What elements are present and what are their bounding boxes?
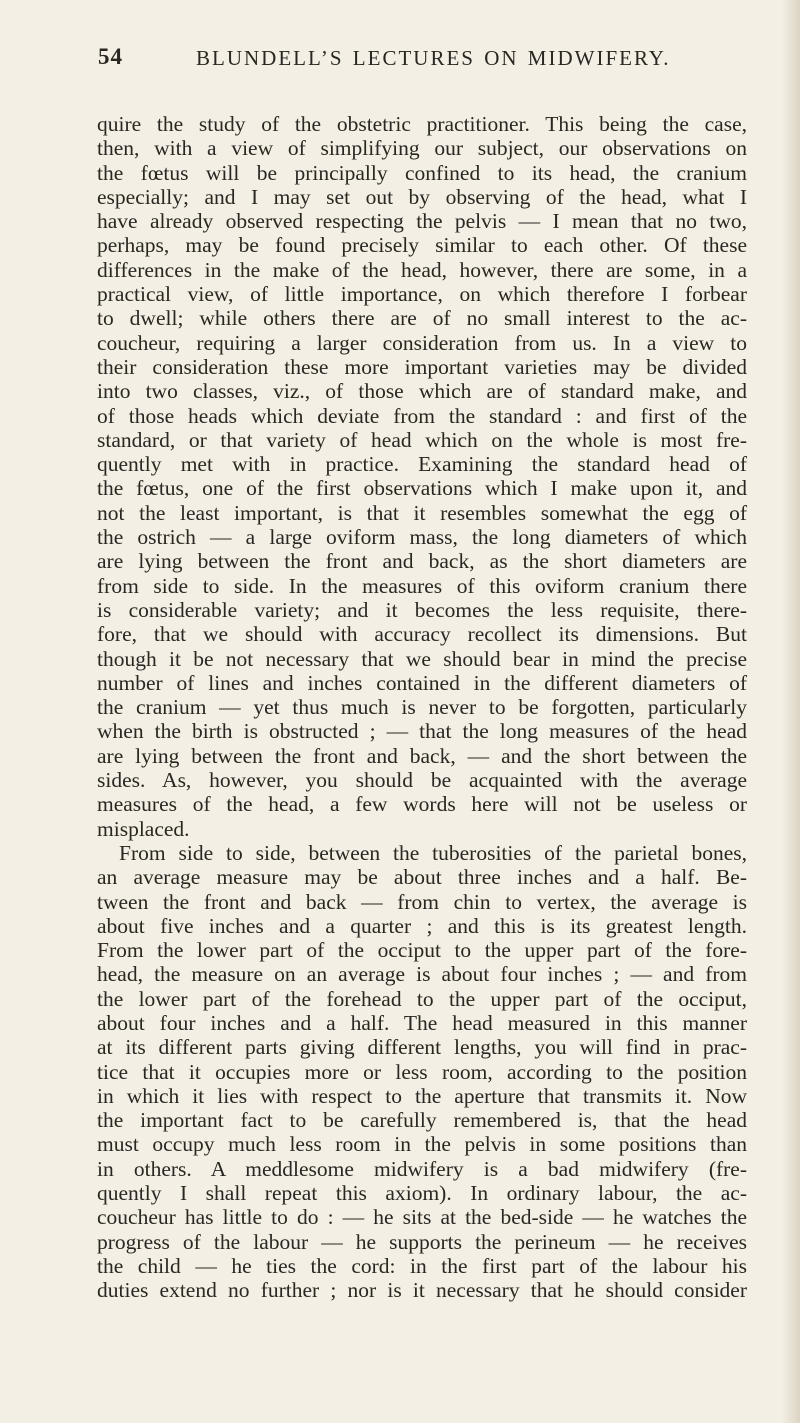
text-line: are lying between the front and back, as the short diameters are <box>97 549 747 574</box>
text-line: then, with a view of simplifying our subject, our observations on <box>97 136 747 161</box>
body-text <box>97 112 747 1303</box>
text-line: is considerable variety; and it becomes the less requisite, there- <box>97 597 747 622</box>
text-line: misplaced. <box>97 816 190 841</box>
page-header <box>98 40 718 74</box>
text-line: from side to side. In the measures of this oviform cranium there <box>97 573 747 598</box>
page-number: 54 <box>98 44 123 69</box>
text-line: to dwell; while others there are of no small interest to the ac- <box>97 306 747 331</box>
text-line: From side to side, between the tuberosities of the parietal bones, <box>119 840 747 865</box>
text-line: the child — he ties the cord: in the first part of the labour his <box>97 1253 747 1278</box>
text-line: From the lower part of the occiput to the upper part of the fore- <box>97 938 747 963</box>
text-line: in which it lies with respect to the aperture that transmits it. Now <box>97 1083 747 1108</box>
text-line: sides. As, however, you should be acquainted with the average <box>97 768 747 793</box>
text-line: tice that it occupies more or less room, according to the position <box>97 1059 747 1084</box>
text-line: of those heads which deviate from the standard : and first of the <box>97 403 747 428</box>
text-line: about four inches and a half. The head measured in this manner <box>97 1010 747 1035</box>
text-line: the fœtus, one of the first observations which I make upon it, and <box>97 476 747 501</box>
text-line: about five inches and a quarter ; and this is its greatest length. <box>97 913 747 938</box>
text-line: have already observed respecting the pelvis — I mean that no two, <box>97 209 747 234</box>
text-line: perhaps, may be found precisely similar to each other. Of these <box>97 233 747 258</box>
text-line: must occupy much less room in the pelvis in some positions than <box>97 1132 747 1157</box>
text-line: measures of the head, a few words here will not be useless or <box>97 792 747 817</box>
text-line: the lower part of the forehead to the upper part of the occiput, <box>97 986 747 1011</box>
text-line: differences in the make of the head, however, there are some, in a <box>97 257 747 282</box>
text-line: into two classes, viz., of those which are of standard make, and <box>97 379 747 404</box>
text-line: quently met with in practice. Examining the standard head of <box>97 452 747 477</box>
text-line: the cranium — yet thus much is never to be forgotten, particularly <box>97 695 747 720</box>
running-head: BLUNDELL’S LECTURES ON MIDWIFERY. <box>196 46 671 70</box>
text-line: duties extend no further ; nor is it necessary that he should consider <box>97 1278 747 1303</box>
text-line: in others. A meddlesome midwifery is a bad midwifery (fre- <box>97 1156 747 1181</box>
text-line: the important fact to be carefully remembered is, that the head <box>97 1108 747 1133</box>
text-line: head, the measure on an average is about four inches ; — and from <box>97 962 747 987</box>
text-line: standard, or that variety of head which on the whole is most fre- <box>97 427 747 452</box>
text-line: progress of the labour — he supports the perineum — he receives <box>97 1229 747 1254</box>
text-line: fore, that we should with accuracy recollect its dimensions. But <box>97 622 747 647</box>
text-line: quently I shall repeat this axiom). In ordinary labour, the ac- <box>97 1181 747 1206</box>
text-line: practical view, of little importance, on which therefore I forbear <box>97 282 747 307</box>
text-line: number of lines and inches contained in the different diameters of <box>97 670 747 695</box>
text-line: tween the front and back — from chin to vertex, the average is <box>97 889 747 914</box>
text-line: an average measure may be about three inches and a half. Be- <box>97 865 747 890</box>
text-line: the fœtus will be principally confined to its head, the cranium <box>97 160 747 185</box>
text-line: coucheur, requiring a larger consideration from us. In a view to <box>97 330 747 355</box>
text-line: though it be not necessary that we should bear in mind the precise <box>97 646 747 671</box>
text-line: are lying between the front and back, — and the short between the <box>97 743 747 768</box>
text-line: quire the study of the obstetric practitioner. This being the case, <box>97 112 747 136</box>
text-line: at its different parts giving different lengths, you will find in prac- <box>97 1035 747 1060</box>
text-line: their consideration these more important varieties may be divided <box>97 354 747 379</box>
text-line: especially; and I may set out by observing of the head, what I <box>97 184 747 209</box>
page-edge-shadow <box>782 0 800 1423</box>
text-line: coucheur has little to do : — he sits at the bed-side — he watches the <box>97 1205 747 1230</box>
text-line: when the birth is obstructed ; — that the long measures of the head <box>97 719 747 744</box>
text-line: the ostrich — a large oviform mass, the long diameters of which <box>97 525 747 550</box>
text-line: not the least important, is that it resembles somewhat the egg of <box>97 500 747 525</box>
